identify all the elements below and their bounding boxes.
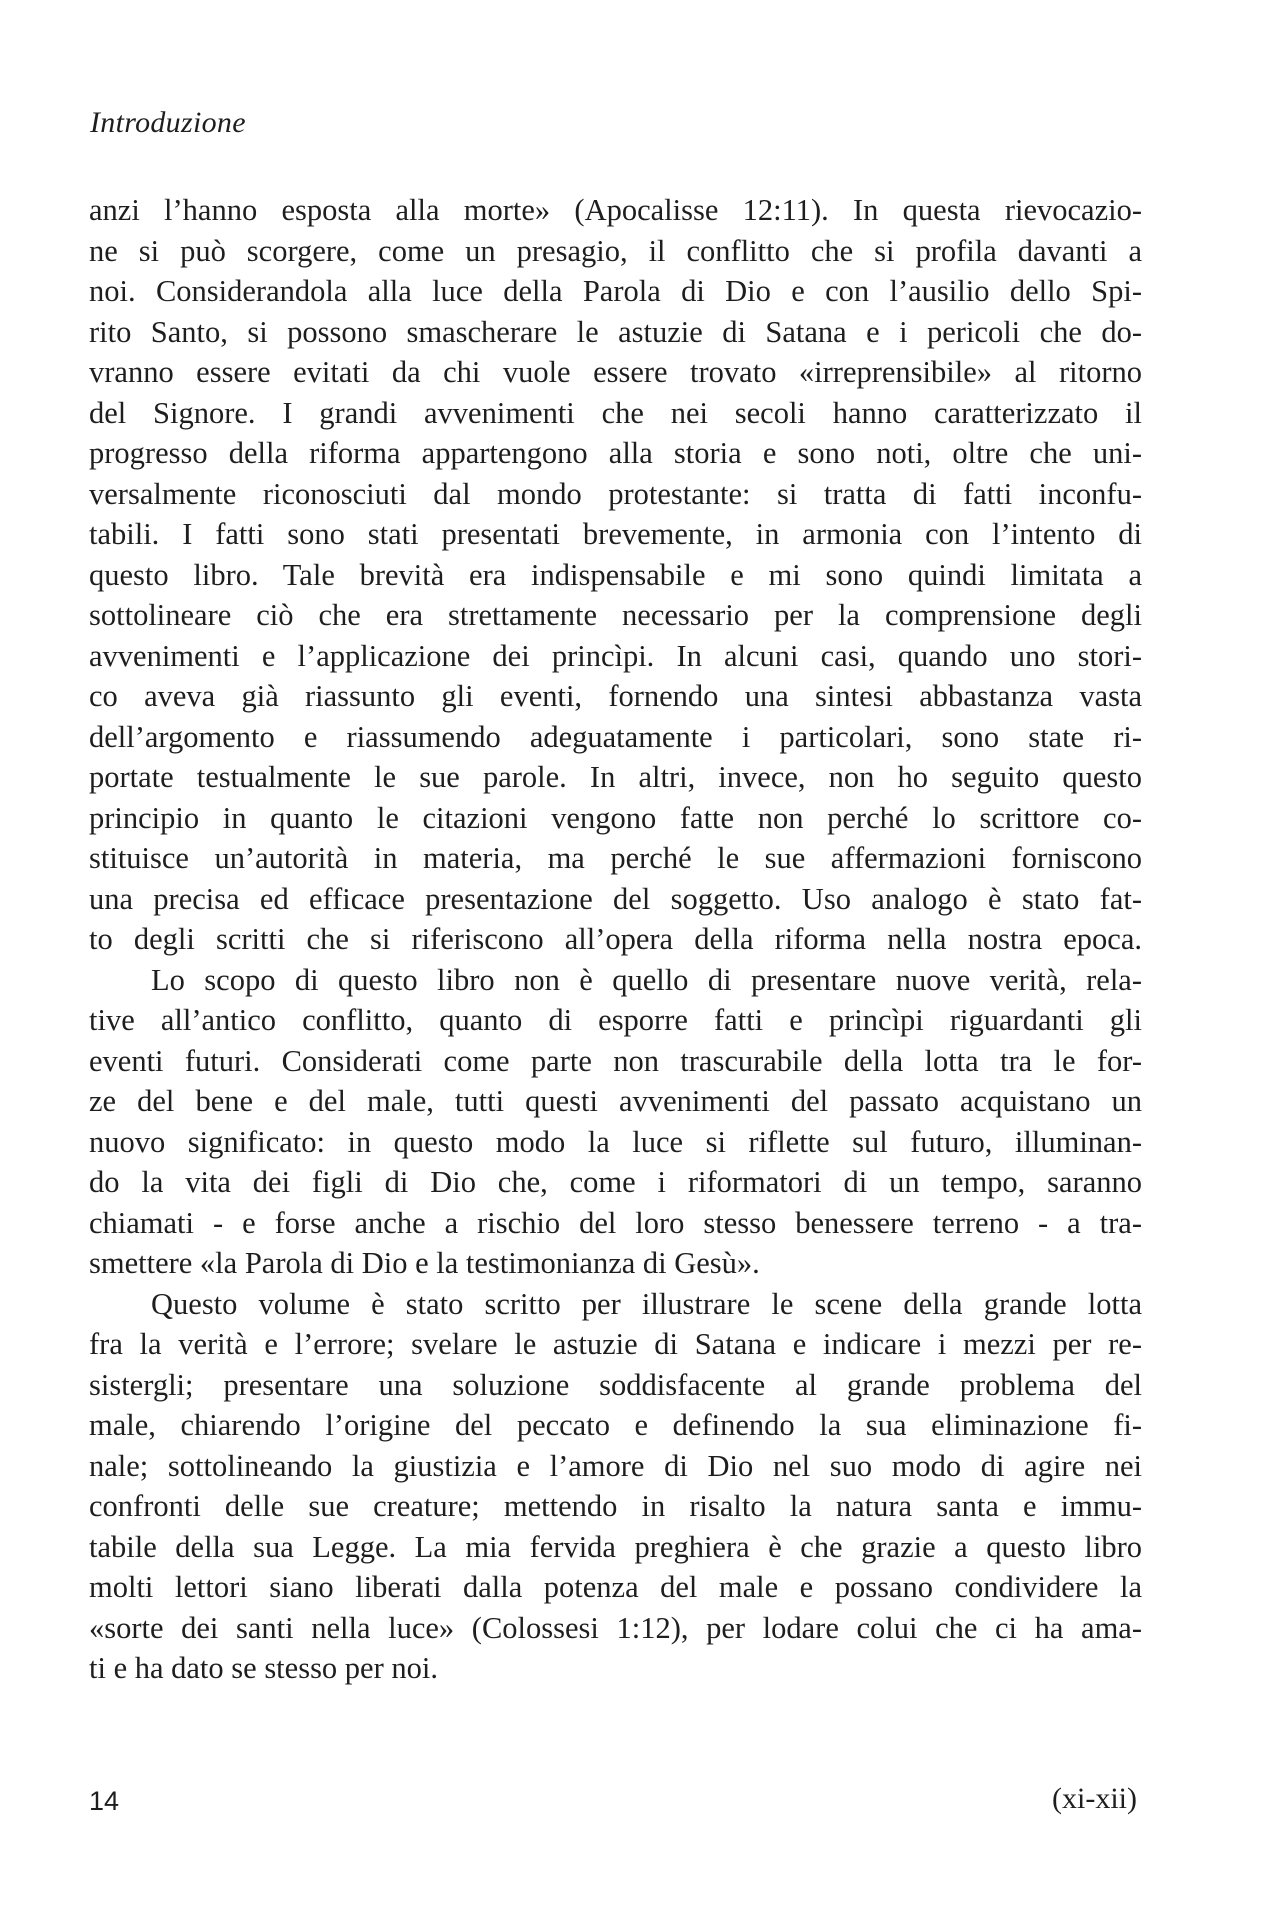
text-line: una precisa ed efficace presentazione del soggetto. Uso analogo è stato fat-	[89, 881, 1142, 916]
text-line: sottolineare ciò che era strettamente necessario per la comprensione degli	[89, 598, 1142, 632]
text-line: tabili. I fatti sono stati presentati brevemente, in armonia con l’intento di	[89, 517, 1142, 551]
text-line: rito Santo, si possono smascherare le astuzie di Satana e i pericoli che do-	[89, 314, 1142, 349]
text-line: anzi l’hanno esposta alla morte» (Apocalisse 12:11). In questa rievocazio-	[89, 193, 1142, 227]
text-line: avvenimenti e l’applicazione dei princìpi. In alcuni casi, quando uno stori-	[89, 638, 1142, 673]
text-line: to degli scritti che si riferiscono all’opera della riforma nella nostra epoca.	[89, 922, 1142, 956]
text-line: vranno essere evitati da chi vuole essere trovato «irreprensibile» al ritorno	[89, 355, 1142, 389]
text-line: ti e ha dato se stesso per noi.	[89, 1651, 438, 1685]
text-line: fra la verità e l’errore; svelare le astuzie di Satana e indicare i mezzi per re-	[89, 1327, 1142, 1361]
text-line: principio in quanto le citazioni vengono fatte non perché lo scrittore co-	[89, 800, 1142, 835]
text-line: do la vita dei figli di Dio che, come i riformatori di un tempo, saranno	[89, 1165, 1142, 1199]
text-line: «sorte dei santi nella luce» (Colossesi 1:12), per lodare colui che ci ha ama-	[89, 1610, 1142, 1645]
text-line: nale; sottolineando la giustizia e l’amore di Dio nel suo modo di agire nei	[89, 1448, 1142, 1483]
text-line: smettere «la Parola di Dio e la testimonianza di Gesù».	[89, 1246, 760, 1280]
text-line: tive all’antico conflitto, quanto di esporre fatti e princìpi riguardanti gli	[89, 1003, 1142, 1037]
page-number: 14	[89, 1786, 120, 1816]
text-line: nuovo significato: in questo modo la luce si riflette sul futuro, illuminan-	[89, 1124, 1142, 1159]
text-line: stituisce un’autorità in materia, ma perché le sue affermazioni forniscono	[89, 841, 1142, 875]
text-line: chiamati - e forse anche a rischio del loro stesso benessere terreno - a tra-	[89, 1205, 1142, 1240]
text-line: tabile della sua Legge. La mia fervida preghiera è che grazie a questo libro	[89, 1529, 1142, 1564]
text-line: noi. Considerandola alla luce della Parola di Dio e con l’ausilio dello Spi-	[89, 274, 1142, 308]
text-line: confronti delle sue creature; mettendo in risalto la natura santa e immu-	[89, 1489, 1142, 1523]
text-line: questo libro. Tale brevità era indispensabile e mi sono quindi limitata a	[89, 557, 1142, 592]
text-line: versalmente riconosciuti dal mondo protestante: si tratta di fatti inconfu-	[89, 476, 1142, 511]
running-head: Introduzione	[90, 106, 246, 139]
text-line: male, chiarendo l’origine del peccato e definendo la sua eliminazione fi-	[89, 1408, 1142, 1442]
text-line: dell’argomento e riassumendo adeguatamente i particolari, sono state ri-	[89, 719, 1142, 754]
text-line: ne si può scorgere, come un presagio, il conflitto che si profila davanti a	[89, 233, 1142, 268]
body-text	[89, 190, 1142, 1689]
page-range: (xi-xii)	[1052, 1782, 1137, 1815]
text-line: progresso della riforma appartengono alla storia e sono noti, oltre che uni-	[89, 436, 1142, 470]
text-line: portate testualmente le sue parole. In altri, invece, non ho seguito questo	[89, 760, 1142, 794]
text-line: co aveva già riassunto gli eventi, fornendo una sintesi abbastanza vasta	[89, 679, 1142, 713]
text-line: ze del bene e del male, tutti questi avvenimenti del passato acquistano un	[89, 1084, 1142, 1118]
text-line: Questo volume è stato scritto per illustrare le scene della grande lotta	[151, 1286, 1142, 1321]
paragraph-1	[89, 190, 1142, 960]
paragraph-3	[89, 1284, 1142, 1689]
text-line: del Signore. I grandi avvenimenti che nei secoli hanno caratterizzato il	[89, 395, 1142, 430]
text-line: sistergli; presentare una soluzione soddisfacente al grande problema del	[89, 1367, 1142, 1402]
paragraph-2	[89, 960, 1142, 1284]
text-line: Lo scopo di questo libro non è quello di presentare nuove verità, rela-	[151, 962, 1142, 997]
text-line: molti lettori siano liberati dalla potenza del male e possano condividere la	[89, 1570, 1142, 1604]
text-line: eventi futuri. Considerati come parte non trascurabile della lotta tra le for-	[89, 1043, 1142, 1078]
